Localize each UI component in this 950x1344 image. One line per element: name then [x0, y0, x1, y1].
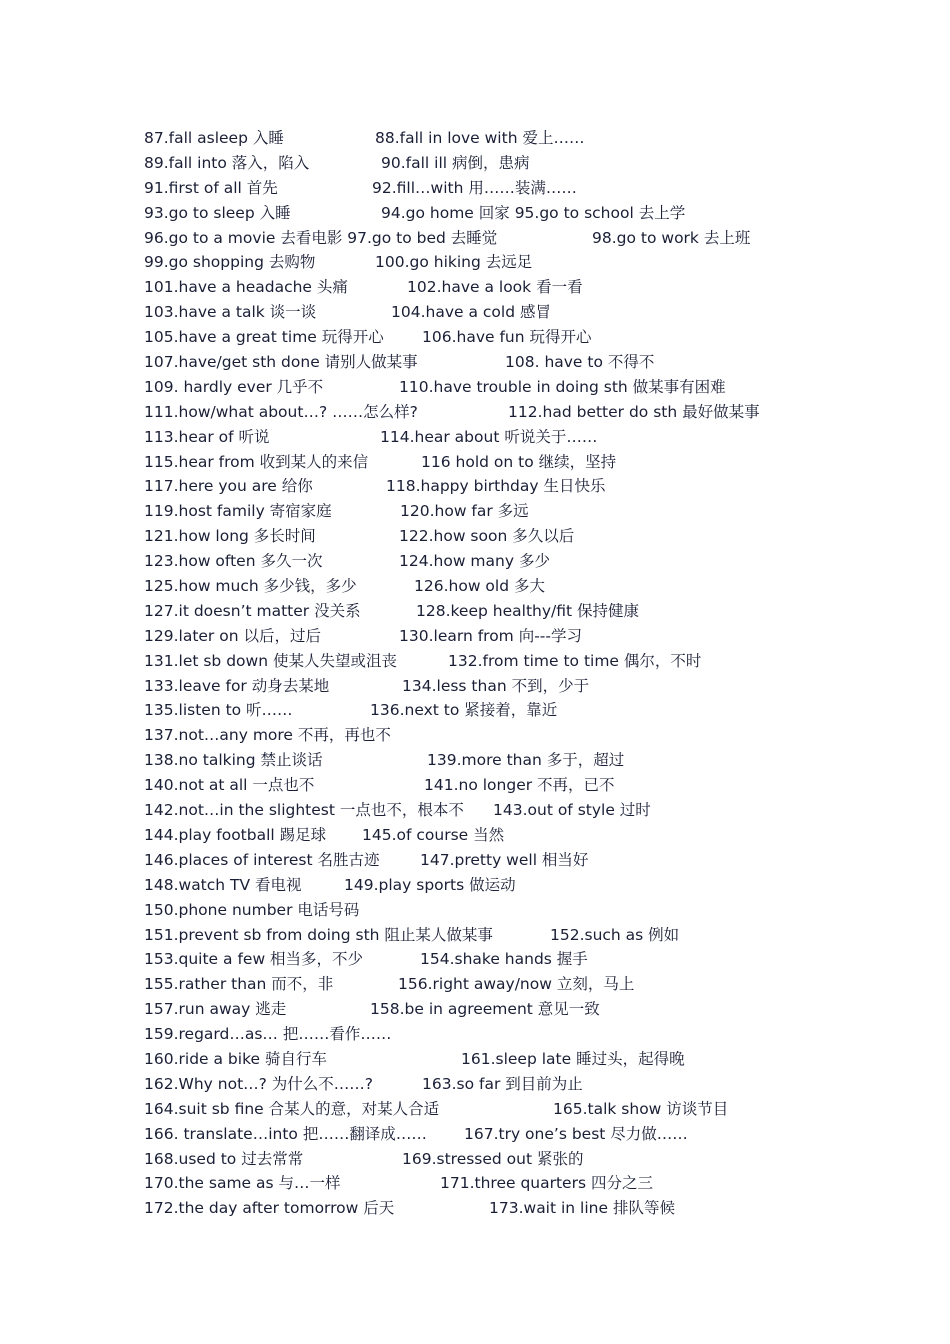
phrase-line [144, 325, 904, 350]
phrase-entry-right: 120.how far 多远 [400, 502, 529, 521]
phrase-line [144, 698, 904, 723]
phrase-entry-left: 96.go to a movie 去看电影 97.go to bed 去睡觉 [144, 228, 498, 247]
phrase-entry-left: 151.prevent sb from doing sth 阻止某人做某事 [144, 925, 493, 944]
phrase-line [144, 226, 904, 251]
phrase-entry-right: 98.go to work 去上班 [592, 228, 751, 247]
phrase-entry-left: 138.no talking 禁止谈话 [144, 751, 323, 770]
phrase-entry-right: 128.keep healthy/fit 保持健康 [416, 601, 640, 620]
phrase-entry-right: 126.how old 多大 [414, 577, 545, 596]
phrase-entry-right: 145.of course 当然 [362, 825, 505, 844]
phrase-line [144, 1097, 904, 1122]
phrase-entry-left: 99.go shopping 去购物 [144, 253, 316, 272]
phrase-entry-left: 121.how long 多长时间 [144, 527, 316, 546]
phrase-entry-left: 115.hear from 收到某人的来信 [144, 452, 369, 471]
phrase-entry-right: 108. have to 不得不 [505, 353, 655, 372]
phrase-entry-left: 133.leave for 动身去某地 [144, 676, 330, 695]
phrase-entry-right: 173.wait in line 排队等候 [489, 1199, 675, 1218]
phrase-line [144, 126, 904, 151]
phrase-entry-right: 154.shake hands 握手 [420, 950, 588, 969]
phrase-line [144, 1122, 904, 1147]
phrase-entry-left: 101.have a headache 头痛 [144, 278, 348, 297]
phrase-entry-right: 116 hold on to 继续，坚持 [421, 452, 617, 471]
phrase-entry-left: 123.how often 多久一次 [144, 552, 323, 571]
phrase-entry-right: 171.three quarters 四分之三 [440, 1174, 653, 1193]
phrase-entry-right: 92.fill…with 用……装满…… [372, 178, 577, 197]
phrase-entry-left: 153.quite a few 相当多，不少 [144, 950, 364, 969]
phrase-line [144, 1022, 904, 1047]
phrase-entry-left: 160.ride a bike 骑自行车 [144, 1049, 327, 1068]
phrase-line [144, 798, 904, 823]
phrase-line [144, 972, 904, 997]
phrase-line [144, 947, 904, 972]
phrase-entry-right: 112.had better do sth 最好做某事 [508, 402, 760, 421]
phrase-line [144, 350, 904, 375]
phrase-entry-left: 89.fall into 落入，陷入 [144, 153, 310, 172]
phrase-entry-left: 117.here you are 给你 [144, 477, 313, 496]
phrase-line [144, 450, 904, 475]
phrase-entry-right: 124.how many 多少 [399, 552, 550, 571]
phrase-entry-right: 122.how soon 多久以后 [399, 527, 575, 546]
phrase-list [144, 126, 904, 1221]
phrase-entry-right: 161.sleep late 睡过头，起得晚 [461, 1049, 685, 1068]
phrase-line [144, 375, 904, 400]
phrase-entry-left: 131.let sb down 使某人失望或沮丧 [144, 651, 397, 670]
phrase-entry-left: 146.places of interest 名胜古迹 [144, 850, 380, 869]
phrase-entry-right: 114.hear about 听说关于…… [380, 427, 598, 446]
phrase-entry-right: 132.from time to time 偶尔，不时 [448, 651, 702, 670]
phrase-line [144, 873, 904, 898]
phrase-line [144, 151, 904, 176]
phrase-line [144, 275, 904, 300]
phrase-entry-right: 165.talk show 访谈节目 [553, 1099, 729, 1118]
phrase-entry-left: 159.regard…as… 把……看作…… [144, 1025, 392, 1044]
phrase-entry-right: 149.play sports 做运动 [344, 875, 516, 894]
phrase-entry-left: 129.later on 以后，过后 [144, 626, 321, 645]
phrase-entry-right: 106.have fun 玩得开心 [422, 328, 592, 347]
phrase-line [144, 674, 904, 699]
phrase-entry-right: 118.happy birthday 生日快乐 [386, 477, 606, 496]
phrase-line [144, 898, 904, 923]
phrase-entry-left: 137.not…any more 不再，再也不 [144, 726, 391, 745]
phrase-entry-left: 155.rather than 而不，非 [144, 975, 334, 994]
phrase-line [144, 474, 904, 499]
phrase-line [144, 524, 904, 549]
phrase-entry-left: 142.not…in the slightest 一点也不，根本不 [144, 801, 464, 820]
phrase-entry-left: 148.watch TV 看电视 [144, 875, 302, 894]
phrase-line [144, 649, 904, 674]
phrase-entry-right: 169.stressed out 紧张的 [402, 1149, 584, 1168]
phrase-entry-right: 104.have a cold 感冒 [391, 303, 551, 322]
phrase-entry-left: 103.have a talk 谈一谈 [144, 303, 317, 322]
phrase-entry-right: 136.next to 紧接着，靠近 [370, 701, 558, 720]
phrase-line [144, 997, 904, 1022]
phrase-entry-left: 93.go to sleep 入睡 [144, 203, 291, 222]
phrase-line [144, 300, 904, 325]
phrase-entry-right: 130.learn from 向---学习 [399, 626, 582, 645]
phrase-entry-left: 164.suit sb fine 合某人的意，对某人合适 [144, 1099, 440, 1118]
phrase-entry-left: 170.the same as 与…一样 [144, 1174, 341, 1193]
phrase-line [144, 748, 904, 773]
phrase-entry-right: 88.fall in love with 爱上…… [375, 129, 585, 147]
phrase-entry-right: 94.go home 回家 95.go to school 去上学 [381, 203, 686, 222]
phrase-entry-right: 147.pretty well 相当好 [420, 850, 589, 869]
phrase-entry-left: 111.how/what about…? ……怎么样? [144, 402, 418, 421]
phrase-entry-left: 135.listen to 听…… [144, 701, 293, 720]
phrase-line [144, 923, 904, 948]
phrase-entry-right: 158.be in agreement 意见一致 [370, 1000, 600, 1019]
phrase-line [144, 624, 904, 649]
phrase-entry-left: 125.how much 多少钱，多少 [144, 577, 357, 596]
phrase-entry-right: 134.less than 不到，少于 [402, 676, 590, 695]
phrase-line [144, 549, 904, 574]
phrase-entry-left: 105.have a great time 玩得开心 [144, 328, 384, 347]
phrase-entry-left: 91.first of all 首先 [144, 178, 278, 197]
phrase-entry-right: 90.fall ill 病倒，患病 [381, 153, 530, 172]
phrase-entry-left: 107.have/get sth done 请别人做某事 [144, 353, 418, 372]
phrase-line [144, 1072, 904, 1097]
phrase-entry-left: 113.hear of 听说 [144, 427, 270, 446]
phrase-line [144, 499, 904, 524]
phrase-entry-left: 166. translate…into 把……翻译成…… [144, 1124, 427, 1143]
phrase-entry-left: 172.the day after tomorrow 后天 [144, 1199, 395, 1218]
phrase-entry-left: 127.it doesn’t matter 没关系 [144, 601, 361, 620]
phrase-entry-right: 167.try one’s best 尽力做…… [464, 1124, 688, 1143]
phrase-line [144, 599, 904, 624]
phrase-entry-left: 168.used to 过去常常 [144, 1149, 304, 1168]
phrase-line [144, 773, 904, 798]
phrase-entry-left: 150.phone number 电话号码 [144, 900, 360, 919]
phrase-entry-right: 152.such as 例如 [550, 925, 680, 944]
phrase-line [144, 1047, 904, 1072]
phrase-entry-left: 157.run away 逃走 [144, 1000, 287, 1019]
phrase-line [144, 1196, 904, 1221]
phrase-entry-left: 109. hardly ever 几乎不 [144, 377, 324, 396]
phrase-entry-right: 143.out of style 过时 [493, 801, 651, 820]
phrase-entry-right: 139.more than 多于，超过 [427, 751, 625, 770]
phrase-entry-right: 110.have trouble in doing sth 做某事有困难 [399, 377, 726, 396]
phrase-line [144, 250, 904, 275]
phrase-entry-left: 140.not at all 一点也不 [144, 776, 315, 795]
phrase-entry-right: 100.go hiking 去远足 [375, 253, 533, 272]
phrase-line [144, 723, 904, 748]
phrase-entry-right: 163.so far 到目前为止 [422, 1074, 583, 1093]
phrase-line [144, 201, 904, 226]
phrase-line [144, 1147, 904, 1172]
phrase-line [144, 848, 904, 873]
phrase-line [144, 425, 904, 450]
phrase-line [144, 574, 904, 599]
phrase-entry-right: 156.right away/now 立刻，马上 [398, 975, 635, 994]
phrase-entry-left: 119.host family 寄宿家庭 [144, 502, 332, 521]
phrase-entry-left: 162.Why not…? 为什么不……? [144, 1074, 374, 1093]
phrase-entry-right: 102.have a look 看一看 [407, 278, 583, 297]
phrase-line [144, 1171, 904, 1196]
phrase-line [144, 823, 904, 848]
phrase-line [144, 176, 904, 201]
phrase-entry-right: 141.no longer 不再，已不 [424, 776, 615, 795]
phrase-line [144, 400, 904, 425]
phrase-entry-left: 87.fall asleep 入睡 [144, 129, 284, 147]
phrase-entry-left: 144.play football 踢足球 [144, 825, 327, 844]
